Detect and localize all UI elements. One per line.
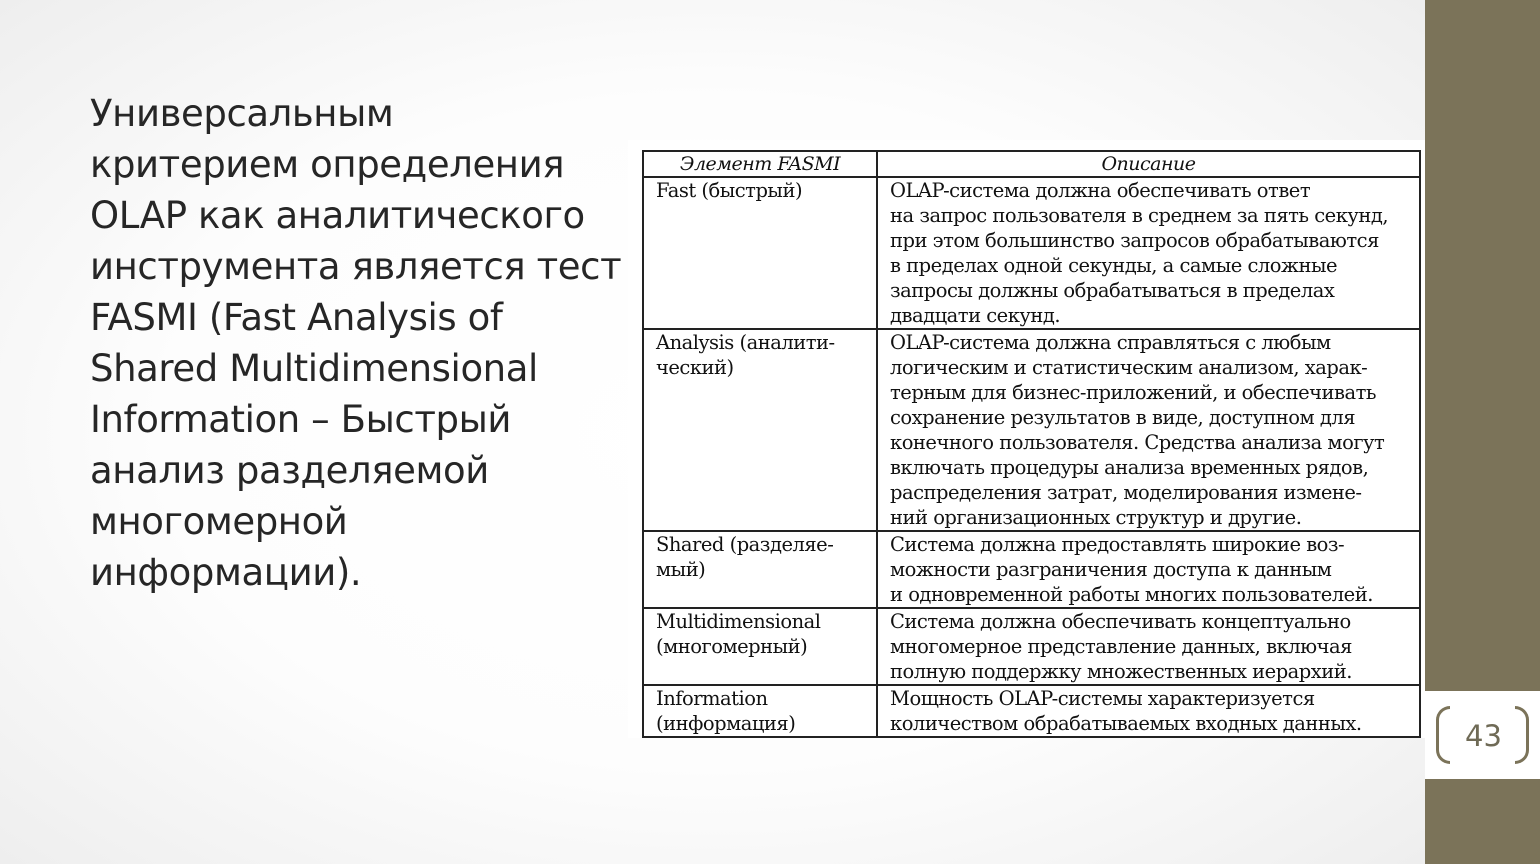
description-line: Система должна предоставлять широкие воз- [890, 533, 1345, 556]
body-line: многомерной [90, 500, 348, 543]
fasmi-table-image [628, 140, 1425, 738]
description-cell [877, 685, 1420, 737]
element-line: Fast (быстрый) [656, 179, 803, 202]
table-row [643, 531, 1420, 608]
body-line: анализ разделяемой [90, 449, 489, 492]
body-line: Универсальным [90, 92, 394, 135]
description-line: распределения затрат, моделирования измене- [890, 481, 1362, 504]
description-line: полную поддержку множественных иерархий. [890, 660, 1352, 683]
page-number: 43 [1465, 719, 1502, 753]
table-row [643, 177, 1420, 329]
description-line: логическим и статистическим анализом, харак- [890, 356, 1368, 379]
description-cell [877, 177, 1420, 329]
description-cell [877, 608, 1420, 685]
body-line: информации). [90, 551, 362, 594]
description-line: и одновременной работы многих пользователей. [890, 583, 1373, 606]
header-description: Описание [877, 151, 1420, 177]
body-line: критерием определения [90, 143, 565, 186]
description-cell [877, 531, 1420, 608]
description-line: ний организационных структур и другие. [890, 506, 1302, 529]
body-line: FASMI (Fast Analysis of [90, 296, 503, 339]
description-line: в пределах одной секунды, а самые сложные [890, 254, 1338, 277]
description-line: Система должна обеспечивать концептуально [890, 610, 1351, 633]
description-line: многомерное представление данных, включая [890, 635, 1352, 658]
description-line: двадцати секунд. [890, 304, 1061, 327]
element-cell [643, 531, 877, 608]
header-element: Элемент FASMI [643, 151, 877, 177]
element-line: Multidimensional [656, 610, 821, 633]
description-line: запросы должны обрабатываться в пределах [890, 279, 1335, 302]
description-line: Мощность OLAP-системы характеризуется [890, 687, 1315, 710]
description-line: при этом большинство запросов обрабатываются [890, 229, 1379, 252]
table-header-row [643, 151, 1420, 177]
element-cell [643, 329, 877, 531]
description-line: включать процедуры анализа временных рядов, [890, 456, 1369, 479]
element-line: мый) [656, 558, 706, 581]
element-line: ческий) [656, 356, 734, 379]
description-line: терным для бизнес-приложений, и обеспечивать [890, 381, 1377, 404]
body-line: Information – Быстрый [90, 398, 512, 441]
element-line: (информация) [656, 712, 796, 735]
element-line: Shared (разделяе- [656, 533, 834, 556]
fasmi-table [642, 150, 1421, 738]
description-line: количеством обрабатываемых входных данных. [890, 712, 1362, 735]
table-row [643, 608, 1420, 685]
body-line: инструмента является тест [90, 245, 622, 288]
element-line: Analysis (аналити- [656, 331, 835, 354]
description-line: сохранение результатов в виде, доступном для [890, 406, 1356, 429]
description-line: OLAP-система должна обеспечивать ответ [890, 179, 1311, 202]
description-line: OLAP-система должна справляться с любым [890, 331, 1331, 354]
element-cell [643, 177, 877, 329]
element-line: (многомерный) [656, 635, 808, 658]
element-cell [643, 685, 877, 737]
description-line: на запрос пользователя в среднем за пять секунд, [890, 204, 1389, 227]
element-line: Information [656, 687, 768, 710]
body-line: OLAP как аналитического [90, 194, 585, 237]
description-cell [877, 329, 1420, 531]
body-text [90, 88, 640, 598]
description-line: конечного пользователя. Средства анализа могут [890, 431, 1385, 454]
table-row [643, 329, 1420, 531]
description-line: можности разграничения доступа к данным [890, 558, 1332, 581]
table-row [643, 685, 1420, 737]
element-cell [643, 608, 877, 685]
body-line: Shared Multidimensional [90, 347, 538, 390]
